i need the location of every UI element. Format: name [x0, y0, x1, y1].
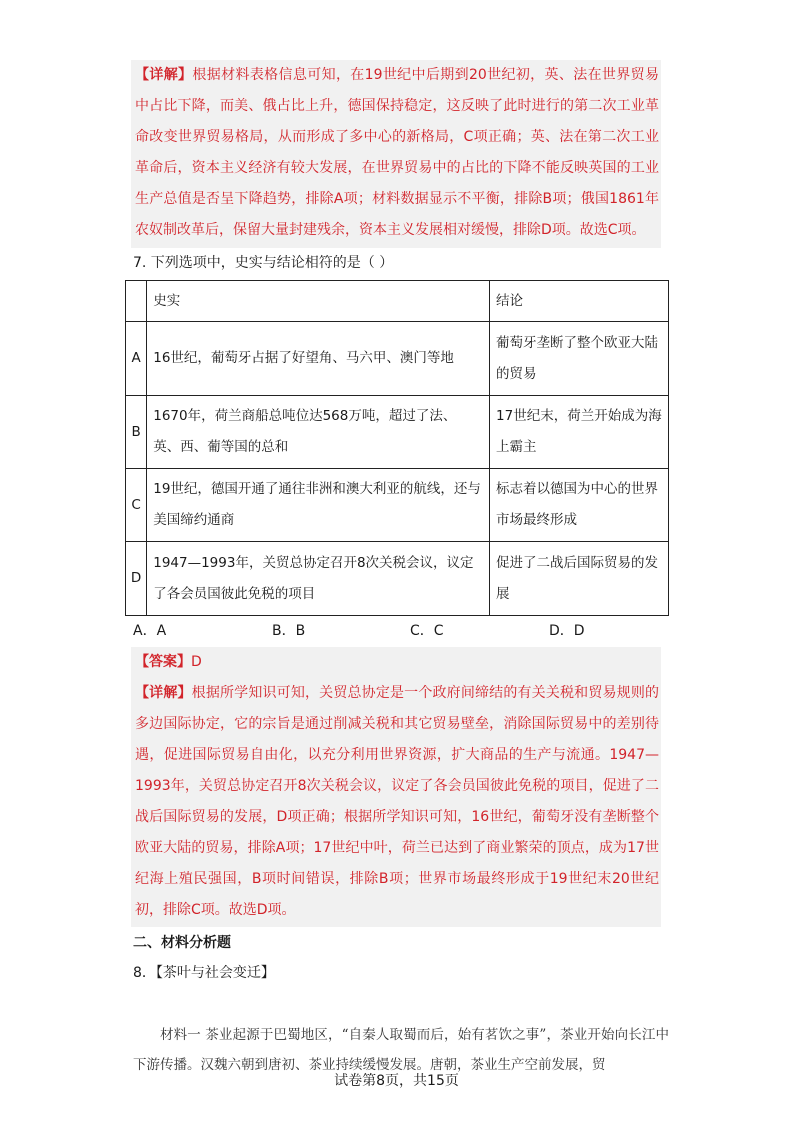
table-row — [126, 542, 669, 616]
explanation-tag: 【详解】 — [135, 685, 192, 701]
question-8-title: 8．【茶叶与社会变迁】 — [133, 965, 275, 981]
table-header-cell — [126, 281, 147, 322]
row-conclusion: 促进了二战后国际贸易的发展 — [490, 542, 669, 616]
table-header-row — [126, 281, 669, 322]
answer-value: D — [191, 654, 202, 670]
table-row — [126, 396, 669, 469]
table-header-cell: 史实 — [147, 281, 490, 322]
table-row — [126, 322, 669, 396]
question-7-stem: 7. 下列选项中，史实与结论相符的是（ ） — [133, 255, 394, 271]
question-7-options — [133, 620, 663, 642]
row-fact: 1670年，荷兰商船总吨位达568万吨，超过了法、英、西、葡等国的总和 — [147, 396, 490, 469]
table-row — [126, 469, 669, 542]
material-one-text: 材料一 茶业起源于巴蜀地区，“自秦人取蜀而后，始有茗饮之事”，茶业开始向长江中下游传播。汉魏六朝到唐初、茶业持续缓慢发展。唐朝，茶业生产空前发展，贸 — [133, 1027, 669, 1073]
row-conclusion: 标志着以德国为中心的世界市场最终形成 — [490, 469, 669, 542]
explanation-paragraph — [135, 678, 659, 926]
question-7-table — [125, 280, 669, 616]
row-fact: 1947—1993年，关贸总协定召开8次关税会议，议定了各会员国彼此免税的项目 — [147, 542, 490, 616]
row-letter: D — [126, 542, 147, 616]
option-b: B．B — [272, 623, 306, 639]
option-d: D．D — [549, 623, 585, 639]
section-title: 二、材料分析题 — [133, 935, 231, 951]
option-c: C．C — [410, 623, 444, 639]
option-a: A．A — [133, 623, 167, 639]
row-letter: A — [126, 322, 147, 396]
table-header-cell: 结论 — [490, 281, 669, 322]
explanation-text: 根据所学知识可知，关贸总协定是一个政府间缔结的有关关税和贸易规则的多边国际协定，它的宗旨是通过削减关税和其它贸易壁垒，消除国际贸易中的差别待遇，促进国际贸易自由化，以充分利用世界资源，扩大商品的生产与流通。1947—1993年，关贸总协定召开8次关税会议，议定了各会员国彼此免税的项目，促进了二战后国际贸易的发展，D项正确；根据所学知识可知，16世纪，葡萄牙没有垄断整个欧亚大陆的贸易，排除A项；17世纪中叶，荷兰已达到了商业繁荣的顶点，成为17世纪海上殖民强国，B项时间错误，排除B项；世界市场最终形成于19世纪末20世纪初，排除C项。故选D项。 — [135, 685, 660, 918]
answer-7-block — [131, 647, 661, 927]
explanation-text: 根据材料表格信息可知，在19世纪中后期到20世纪初，英、法在世界贸易中占比下降，而美、俄占比上升，德国保持稳定，这反映了此时进行的第二次工业革命改变世界贸易格局，从而形成了多中心的新格局，C项正确；英、法在第二次工业革命后，资本主义经济有较大发展，在世界贸易中的占比的下降不能反映英国的工业生产总值是否呈下降趋势，排除A项；材料数据显示不平衡，排除B项；俄国1861年农奴制改革后，保留大量封建残余，资本主义发展相对缓慢，排除D项。故选C项。 — [135, 67, 659, 238]
row-fact: 16世纪，葡萄牙占据了好望角、马六甲、澳门等地 — [147, 322, 490, 396]
answer-line — [135, 647, 659, 678]
row-letter: B — [126, 396, 147, 469]
explanation-tag: 【详解】 — [135, 67, 193, 83]
explanation-paragraph — [135, 60, 659, 246]
page-footer: 试卷第8页，共15页 — [334, 1073, 459, 1089]
answer-tag: 【答案】 — [135, 654, 191, 670]
row-conclusion: 17世纪末，荷兰开始成为海上霸主 — [490, 396, 669, 469]
row-letter: C — [126, 469, 147, 542]
row-fact: 19世纪，德国开通了通往非洲和澳大利亚的航线，还与美国缔约通商 — [147, 469, 490, 542]
explanation-previous — [131, 60, 661, 248]
row-conclusion: 葡萄牙垄断了整个欧亚大陆的贸易 — [490, 322, 669, 396]
